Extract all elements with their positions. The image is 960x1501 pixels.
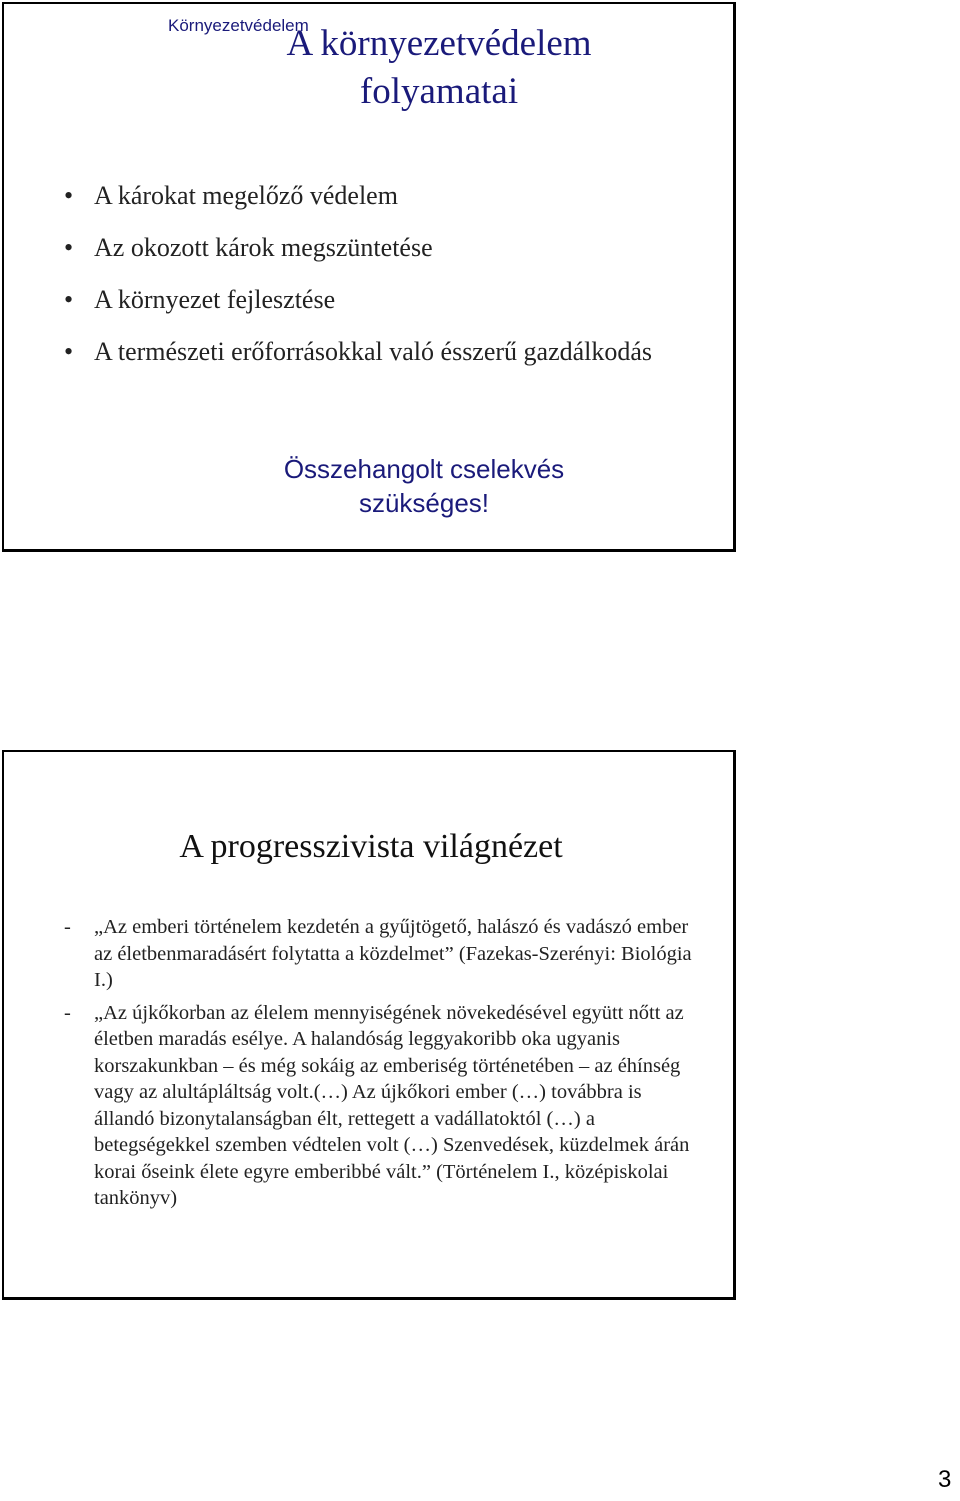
page-number: 3 xyxy=(938,1466,952,1493)
slide-title-line-2: folyamatai xyxy=(359,71,519,112)
quote-text: „Az újkőkorban az élelem mennyiségének növekedésével együtt nőtt az életben maradás esélye. A halandóság leggyakoribb oka ugyanis korszakunkban – és még sokáig az emberiség történetében – az éhínség vagy az alultápláltság volt.(…) Az újkőkori ember (…) továbbra is állandó bizonytalanságban élt, rettegett a vadállatoktól (…) a betegségekkel szemben védtelen volt (…) Szenvedések, küzdelmek árán korai őseink élete egyre emberibbé vált.” (Történelem I., középiskolai tankönyv) xyxy=(94,1001,690,1209)
quote-item xyxy=(62,1000,692,1212)
dash-marker: - xyxy=(64,1001,71,1024)
dash-marker: - xyxy=(64,916,71,938)
quote-text: „Az emberi történelem kezdetén a gyűjtögető, halászó és vadászó ember az életbenmaradásért folytatta a közdelmet” (Fazekas-Szerényi: Biológia I.) xyxy=(94,916,692,991)
callout-line-1: Összehangolt cselekvés xyxy=(283,454,565,484)
slide-header-label: Környezetvédelem xyxy=(168,16,309,35)
callout-line-2: szükséges! xyxy=(358,488,490,518)
callout-text xyxy=(254,452,594,520)
bullet-text: Az okozott károk megszüntetése xyxy=(94,233,433,262)
bullet-item xyxy=(60,174,700,218)
bullet-list xyxy=(60,174,700,382)
bullet-item xyxy=(60,278,700,322)
quote-list xyxy=(62,914,692,1218)
slide-environmental-protection-processes xyxy=(2,2,736,552)
bullet-marker: • xyxy=(64,233,74,262)
bullet-text: A környezet fejlesztése xyxy=(94,285,336,314)
bullet-marker: • xyxy=(64,181,74,210)
bullet-marker: • xyxy=(64,285,74,314)
slide-progressivist-worldview xyxy=(2,750,736,1300)
bullet-text: A természeti erőforrásokkal való ésszerű gazdálkodás xyxy=(94,337,653,366)
bullet-marker: • xyxy=(64,337,74,366)
slide-title xyxy=(254,20,624,116)
slide-title-line-1: A környezetvédelem xyxy=(286,23,592,64)
slide-title: A progresszivista világnézet xyxy=(179,828,563,865)
bullet-item xyxy=(60,330,700,374)
bullet-text: A károkat megelőző védelem xyxy=(94,181,398,210)
bullet-item xyxy=(60,226,700,270)
quote-item xyxy=(62,914,692,994)
